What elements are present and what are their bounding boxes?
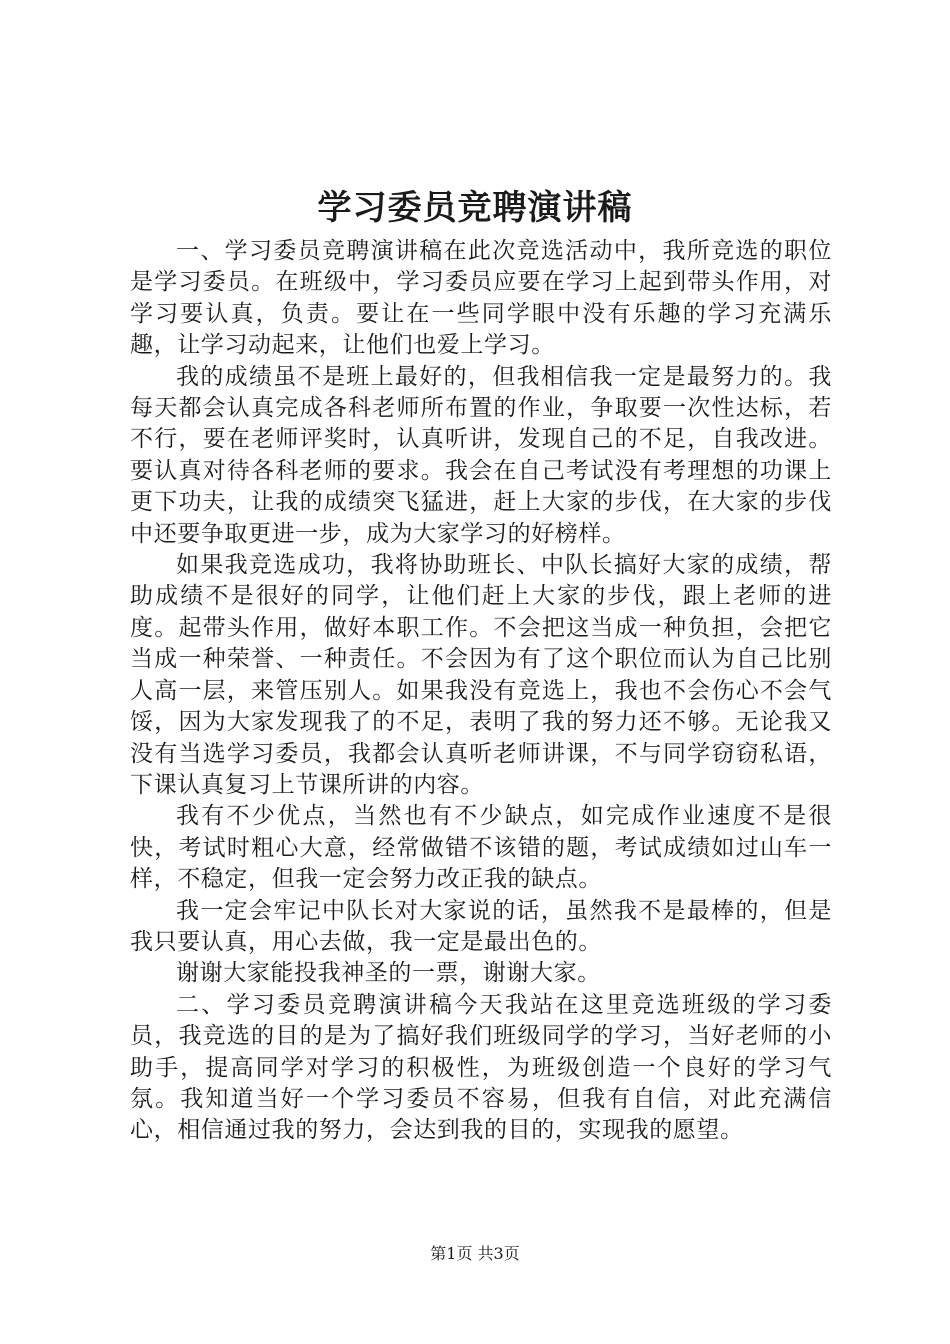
document-title: 学习委员竞聘演讲稿 — [317, 188, 633, 228]
page-number-footer: 第1页 共3页 — [430, 1244, 520, 1263]
paragraph-1: 一、学习委员竞聘演讲稿在此次竞选活动中，我所竞选的职位是学习委员。在班级中，学习委员应要在学习上起到带头作用，对学习要认真，负责。要让在一些同学眼中没有乐趣的学习充满乐趣，让学习动起来，让他们也爱上学习。 — [130, 238, 832, 359]
document-body — [130, 236, 832, 1147]
paragraph-4: 我有不少优点，当然也有不少缺点，如完成作业速度不是很快，考试时粗心大意，经常做错不该错的题，考试成绩如过山车一样，不稳定，但我一定会努力改正我的缺点。 — [130, 803, 832, 893]
paragraph-5: 我一定会牢记中队长对大家说的话，虽然我不是最棒的，但是我只要认真，用心去做，我一定是最出色的。 — [130, 897, 832, 955]
paragraph-7: 二、学习委员竞聘演讲稿今天我站在这里竞选班级的学习委员，我竞选的目的是为了搞好我们班级同学的学习，当好老师的小助手，提高同学对学习的积极性，为班级创造一个良好的学习气氛。我知道当好一个学习委员不容易，但我有自信，对此充满信心，相信通过我的努力，会达到我的目的，实现我的愿望。 — [130, 991, 832, 1144]
paragraph-6: 谢谢大家能投我神圣的一票，谢谢大家。 — [176, 960, 601, 987]
paragraph-3: 如果我竞选成功，我将协助班长、中队长搞好大家的成绩，帮助成绩不是很好的同学，让他们赶上大家的步伐，跟上老师的进度。起带头作用，做好本职工作。不会把这当成一种负担，会把它当成一种荣誉、一种责任。不会因为有了这个职位而认为自己比别人高一层，来管压别人。如果我没有竞选上，我也不会伤心不会气馁，因为大家发现我了的不足，表明了我的努力还不够。无论我又没有当选学习委员，我都会认真听老师讲课，不与同学窃窃私语，下课认真复习上节课所讲的内容。 — [130, 552, 832, 798]
paragraph-2: 我的成绩虽不是班上最好的，但我相信我一定是最努力的。我每天都会认真完成各科老师所布置的作业，争取要一次性达标，若不行，要在老师评奖时，认真听讲，发现自己的不足，自我改进。要认真对待各科老师的要求。我会在自己考试没有考理想的功课上更下功夫，让我的成绩突飞猛进，赶上大家的步伐，在大家的步伐中还要争取更进一步，成为大家学习的好榜样。 — [130, 363, 832, 547]
